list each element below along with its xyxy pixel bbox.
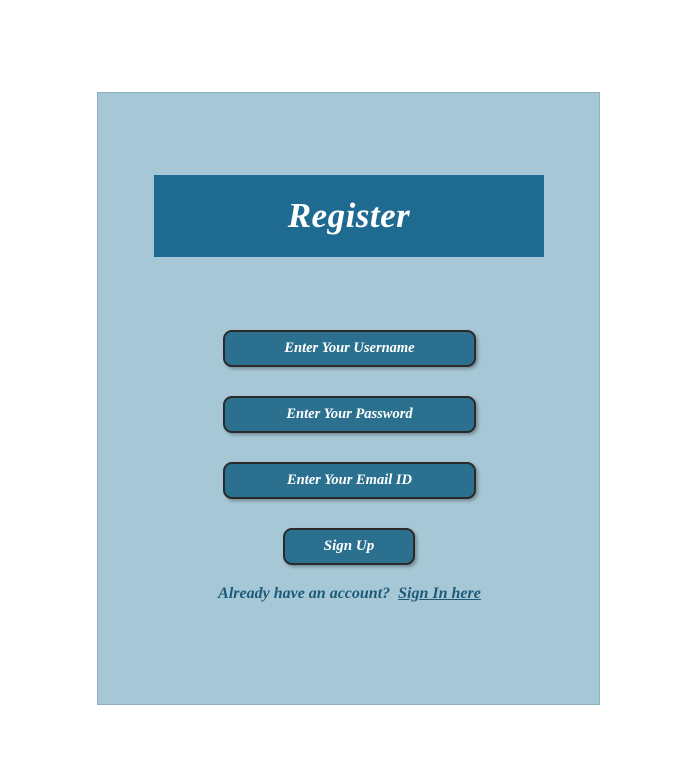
sign-in-prompt-text: Already have an account? <box>218 585 391 602</box>
password-input[interactable] <box>223 396 476 433</box>
sign-in-link[interactable]: Sign In here <box>398 585 481 602</box>
username-input[interactable] <box>223 330 476 367</box>
sign-in-prompt-row <box>98 585 601 603</box>
email-input[interactable] <box>223 462 476 499</box>
page-title: Register <box>287 196 411 235</box>
sign-up-button[interactable]: Sign Up <box>283 528 415 565</box>
register-form-panel <box>97 92 600 705</box>
register-header-banner <box>154 175 544 257</box>
